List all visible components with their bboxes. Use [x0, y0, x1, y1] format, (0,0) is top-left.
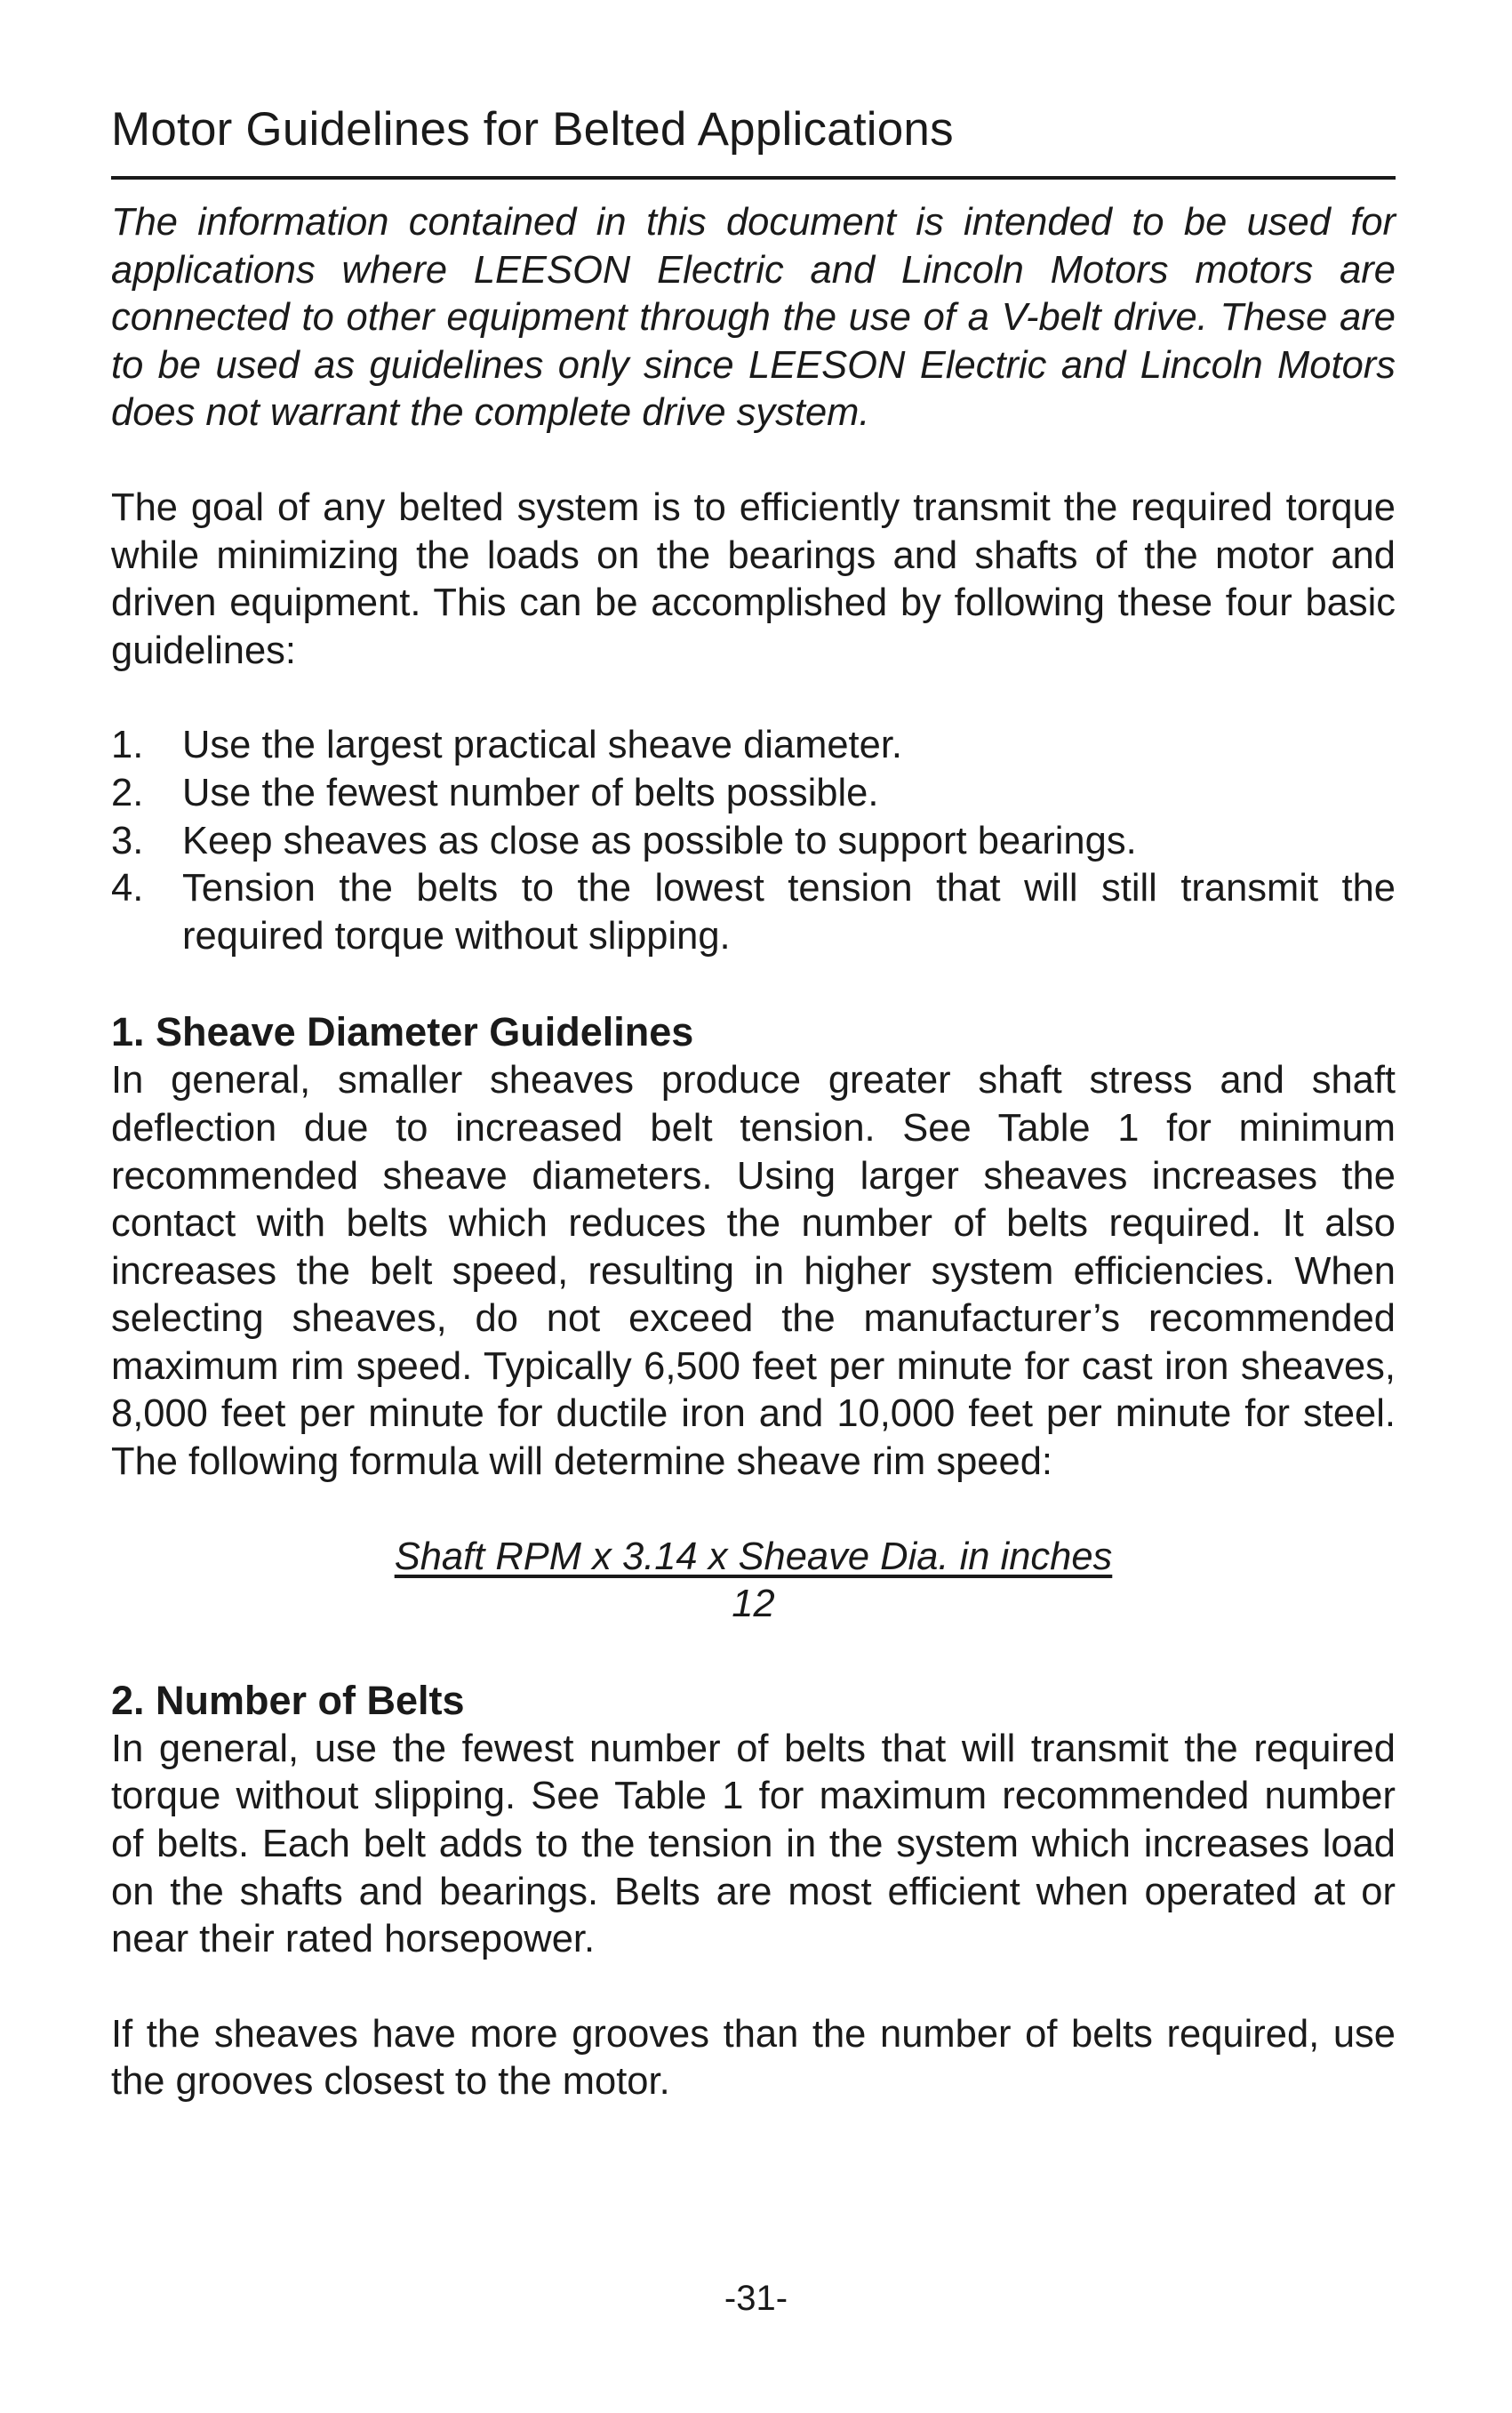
page-content: [111, 100, 1396, 2106]
page-title: Motor Guidelines for Belted Applications: [111, 103, 954, 156]
grooves-paragraph: If the sheaves have more grooves than the number of belts required, use the grooves closest to the motor.: [111, 2012, 1396, 2104]
list-item-number: 2.: [111, 771, 144, 814]
list-item: [111, 722, 1396, 770]
list-item-number: 3.: [111, 819, 144, 862]
title-divider: [111, 176, 1396, 180]
list-item: [111, 770, 1396, 818]
list-item-text: Tension the belts to the lowest tension that will still transmit the required torque without slipping.: [182, 867, 1396, 958]
sheave-diameter-paragraph: In general, smaller sheaves produce greater shaft stress and shaft deflection due to increased belt tension. See Table 1 for minimum recommended sheave diameters. Using larger sheaves increases the contact with belts which reduces the number of belts required. It also increases the belt speed, resulting in higher system efficiencies. When selecting sheaves, do not exceed the manufacturer’s recommended maximum rim speed. Typically 6,500 feet per minute for cast iron sheaves, 8,000 feet per minute for ductile iron and 10,000 feet per minute for steel. The following formula will determine sheave rim speed:: [111, 1059, 1396, 1484]
page-number: -31-: [724, 2279, 788, 2318]
section-heading-number-of-belts: 2. Number of Belts: [111, 1677, 465, 1723]
list-item-number: 1.: [111, 724, 144, 767]
list-item: [111, 865, 1396, 960]
number-of-belts-paragraph: In general, use the fewest number of belts that will transmit the required torque without slipping. See Table 1 for maximum recommended number of belts. Each belt adds to the tension in the system which increases load on the shafts and bearings. Belts are most efficient when operated at or near their rated horsepower.: [111, 1727, 1396, 1961]
goal-paragraph: The goal of any belted system is to efficiently transmit the required torque while minimizing the loads on the bearings and shafts of the motor and driven equipment. This can be accomplished by following these four basic guidelines:: [111, 485, 1396, 672]
guidelines-list: [111, 722, 1396, 960]
list-item: [111, 818, 1396, 866]
formula-numerator: Shaft RPM x 3.14 x Sheave Dia. in inches: [394, 1535, 1113, 1578]
list-item-text: Use the fewest number of belts possible.: [182, 771, 879, 814]
list-item-text: Use the largest practical sheave diameter.: [182, 724, 902, 767]
intro-paragraph: The information contained in this document is intended to be used for applications where LEESON Electric and Lincoln Motors motors are connected to other equipment through the use of a V-belt drive. These are to be used as guidelines only since LEESON Electric and Lincoln Motors does not warrant the complete drive system.: [111, 201, 1396, 435]
formula-denominator: 12: [732, 1583, 775, 1626]
section-heading-sheave-diameter: 1. Sheave Diameter Guidelines: [111, 1009, 694, 1055]
rim-speed-formula: [111, 1534, 1396, 1629]
list-item-number: 4.: [111, 867, 144, 910]
list-item-text: Keep sheaves as close as possible to support bearings.: [182, 819, 1137, 862]
